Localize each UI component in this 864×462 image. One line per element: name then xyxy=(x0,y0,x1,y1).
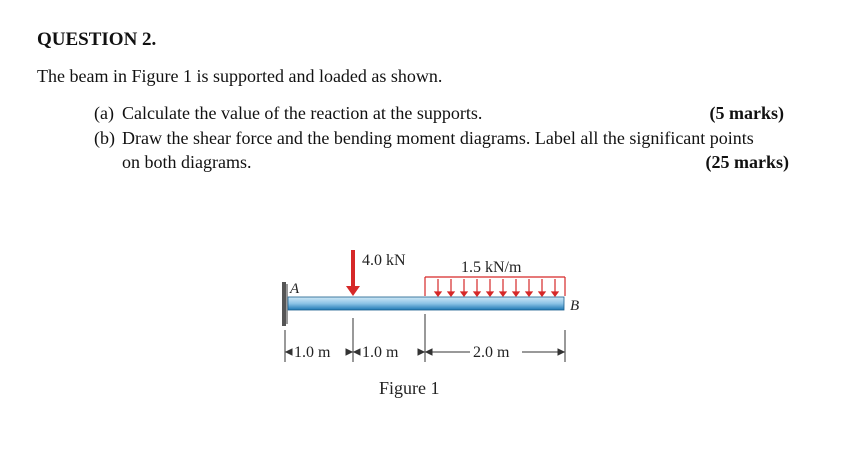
part-a-marks: (5 marks) xyxy=(709,103,784,123)
udl-label: 1.5 kN/m xyxy=(461,259,522,276)
udl-arrows xyxy=(425,277,565,296)
wall-support xyxy=(282,282,286,326)
end-b-label: B xyxy=(570,298,580,314)
point-load-label: 4.0 kN xyxy=(362,252,406,269)
part-b-continuation: on both diagrams. xyxy=(122,152,252,172)
part-a-text: Calculate the value of the reaction at the supports. xyxy=(122,103,483,123)
part-b-marks: (25 marks) xyxy=(705,152,789,172)
part-b-label: (b) xyxy=(94,128,115,148)
question-heading: QUESTION 2. xyxy=(37,29,157,50)
end-a-label: A xyxy=(290,281,300,297)
question-intro: The beam in Figure 1 is supported and loaded as shown. xyxy=(37,66,443,86)
dim-1-label: 1.0 m xyxy=(294,344,331,361)
dim-3-label: 2.0 m xyxy=(473,344,510,361)
point-load-arrow xyxy=(346,250,360,296)
dim-2-label: 1.0 m xyxy=(362,344,399,361)
figure-caption: Figure 1 xyxy=(379,378,440,398)
beam xyxy=(288,297,564,310)
part-a-label: (a) xyxy=(94,103,114,123)
part-b-text: Draw the shear force and the bending moment diagrams. Label all the significant points xyxy=(122,128,754,148)
